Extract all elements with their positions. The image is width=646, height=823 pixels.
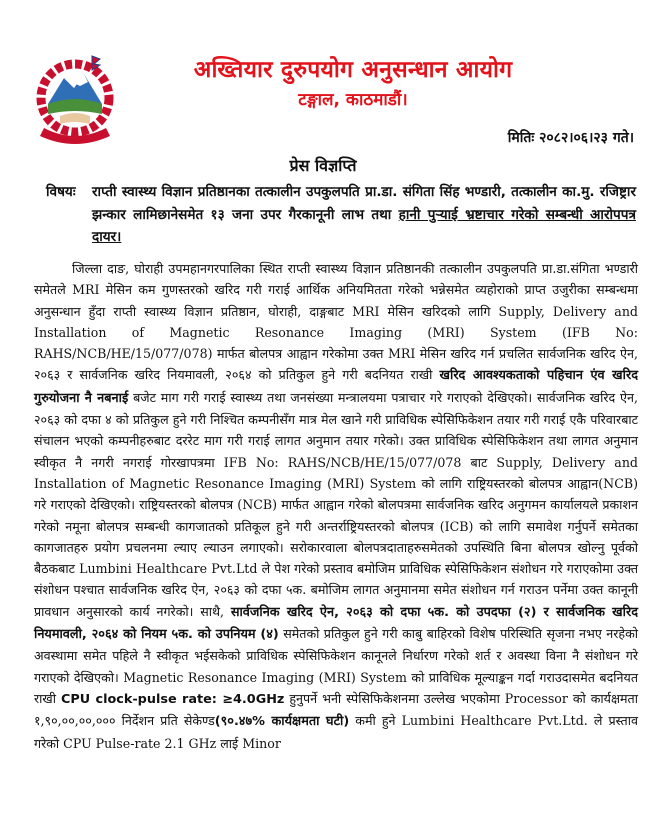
- subject-text-underlined: हानी पुऱ्याई भ्रष्टाचार गरेको सम्बन्धी आरोपपत्र दायर।: [92, 206, 636, 245]
- body-text: बजेट माग गरी गराई स्वास्थ्य तथा जनसंख्या मन्त्रालयमा पत्राचार गरे गराएको देखिएको। सार्वजनिक खरिद ऐन, २०६३ को दफा ४ को प्रतिकुल हुने गरी निश्चित कम्पनीसँग मात्र मेल खाने गरी प्राविधिक स्पेसिफिकेशन तयार गरी गराई एकै परिवारबाट संचालन भएको कम्पनीहरुबाट दररेट माग गरी गराई लागत अनुमान तयार गरेको। उक्त प्राविधिक स्पेसिफिकेशन तथा लागत अनुमान स्वीकृत नै नगरी नगराई गोरखापत्रमा IFB No: RAHS/NCB/HE/15/077/078 बाट Supply, Delivery and Installation of Magnetic Resonance Imaging (MRI) System को लागि राष्ट्रियस्तरको बोलपत्र आह्वान(NCB) गरे गराएको देखिएको। राष्ट्रियस्तरको बोलपत्र (NCB) मार्फत आह्वान गरेको बोलपत्रमा सार्वजनिक खरिद अनुगमन कार्यालयले प्रकाशन गरेको नमूना बोलपत्र सम्बन्धी कागजातको प्रतिकूल हुने गरी अन्तर्राष्ट्रियस्तरको बोलपत्र (ICB) को लागि समावेश गर्नुपर्ने समेतका कागजातहरु प्रयोग प्रचलनमा ल्याए ल्याउन लगाएको। सरोकारवाला बोलपत्रदाताहरुसमेतको उपस्थिति बिना बोलपत्र खोल्नु पूर्वको बैठकबाट Lumbini Healthcare Pvt.Ltd ले पेश गरेको प्रस्ताव बमोजिम प्राविधिक स्पेसिफिकेशन संशोधन गरे गराएकोमा उक्त संशोधन पश्चात सार्वजनिक खरिद ऐन, २०६३ को दफा ५क. बमोजिम लागत अनुमानमा समेत संशोधन गर्न गराउन पर्नेमा उक्त कानूनी प्रावधान अनुसारको कार्य नगरेको। साथै,: [34, 389, 638, 619]
- organization-address: टङ्गाल, काठमाडौं।: [298, 90, 408, 110]
- body-emphasis: (९०.४७% कार्यक्षमता घटी): [214, 714, 350, 730]
- body-emphasis: खरिद आवश्यकताको पहिचान एंव खरिद गुरुयोजना नै नबनाई: [34, 368, 638, 406]
- subject-text-main: राप्ती स्वास्थ्य विज्ञान प्रतिष्ठानका तत्कालीन उपकुलपति प्रा.डा. संगिता सिंह भण्डारी, तत्कालीन का.मु. रजिष्ट्रार झन्कार लामिछानेसमेत १३ जना उपर गैरकानूनी लाभ तथा: [92, 184, 636, 223]
- document-date: मितिः २०८२।०६।२३ गते।: [507, 130, 634, 146]
- document-type-heading: प्रेस विज्ञप्ति: [289, 156, 357, 175]
- body-text: जिल्ला दाङ, घोराही उपमहानगरपालिका स्थित राप्ती स्वास्थ्य विज्ञान प्रतिष्ठानकी तत्कालीन उपकुलपति प्रा.डा.संगिता भण्डारी समेतले MRI मेसिन कम गुणस्तरको खरिद गरी गराई आर्थिक अनियमितता गरेको भन्नेसमेत व्यहोराको प्राप्त उजुरीका सम्बन्धमा अनुसन्धान हुँदा राप्ती स्वास्थ्य विज्ञान प्रतिष्ठान, घोराही, दाङ्गबाट MRI मेसिन खरिदको लागि Supply, Delivery and Installation of Magnetic Resonance Imaging (MRI) System (IFB No: RAHS/NCB/HE/15/077/078) मार्फत बोलपत्र आह्वान गरेकोमा उक्त MRI मेसिन खरिद गर्न प्रचलित सार्वजनिक खरिद ऐन, २०६३ र सार्वजनिक खरिद नियमावली, २०६४ को प्रतिकुल हुने गरी बदनियत राखी: [34, 261, 638, 383]
- body-text: हुनुपर्ने भनी स्पेसिफिकेशनमा उल्लेख भएकोमा Processor को कार्यक्षमता १,९०,००,००,००० निर्देशन प्रति सेकेण्ड: [34, 690, 638, 729]
- press-release-body: [34, 258, 638, 754]
- subject-text: [88, 181, 636, 249]
- subject-label: विषयः: [46, 184, 76, 200]
- body-text: समेतको प्रतिकुल हुने गरी काबु बाहिरको विशेष परिस्थिति सृजना नभए नरहेको अवस्थामा समेत पहिले नै स्वीकृत भईसकेको प्राविधिक स्पेसिफिकेशन कानूनले निर्धारण गरेको शर्त र अवस्था विना नै संशोधन गरे गराएको देखिएको। Magnetic Resonance Imaging (MRI) System को प्राविधिक मूल्याङ्कन गर्दा गराउदासमेत बदनियत राखी: [34, 626, 639, 706]
- subject-block: [46, 181, 636, 249]
- body-text: कमी हुने Lumbini Healthcare Pvt.Ltd. ले प्रस्ताव गरेको CPU Pulse-rate 2.1 GHz लाई Minor: [34, 713, 638, 751]
- body-emphasis: सार्वजनिक खरिद ऐन, २०६३ को दफा ५क. को उपदफा (२) र सार्वजनिक खरिद नियमावली, २०६४ को नियम ५क. को उपनियम (४): [34, 604, 638, 643]
- organization-name: अख्तियार दुरुपयोग अनुसन्धान आयोग: [193, 57, 513, 83]
- body-emphasis: CPU clock-pulse rate: ≥4.0GHz: [60, 691, 285, 707]
- body-paragraph: [34, 258, 638, 754]
